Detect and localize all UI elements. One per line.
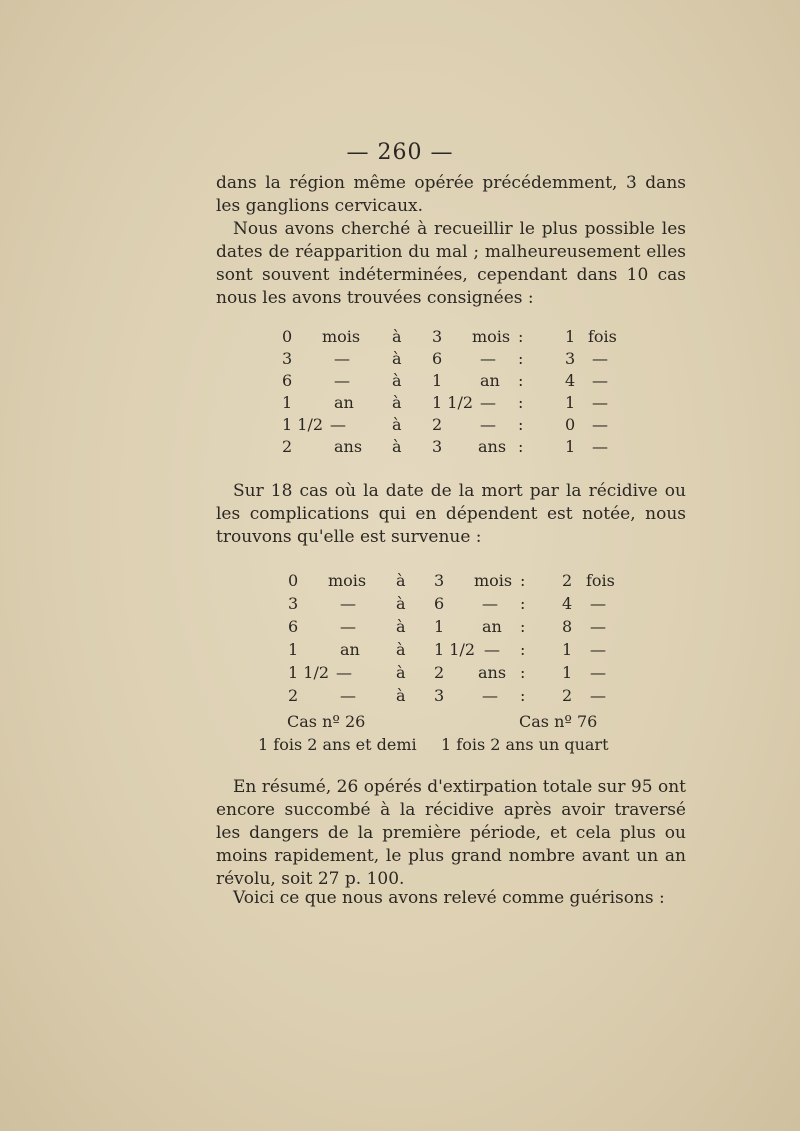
table-cell: — [592,437,608,456]
table-cell: 1 1/2 [434,640,476,659]
table-cell: 1 [565,393,576,412]
table-cell: 0 [288,571,299,590]
table-cell: 0 [282,327,293,346]
table-cell: fois [588,327,617,346]
table-cell: : [520,640,526,659]
table-cell: 1 [282,393,293,412]
table-cell: 0 [565,415,576,434]
table-cell: — [484,640,500,659]
table-cell: — [330,415,346,434]
table-cell: 2 [432,415,443,434]
table-cell: 3 [282,349,293,368]
table-cell: : [518,327,524,346]
table-cell: : [518,415,524,434]
table-cell: 1 [562,640,573,659]
paragraph-2: Nous avons cherché à recueillir le plus possible les dates de réapparition du mal ; malheureusement elles sont souvent indéterminées, cependant dans 10 cas nous les avons trouvées consignées : [216,219,686,308]
table-cell: — [336,663,352,682]
table-cell: fois [586,571,615,590]
table-cell: an [334,393,354,412]
table-cell: : [520,571,526,590]
table-cell: 4 [565,371,576,390]
table-cell: 2 [562,571,573,590]
table-cell: à [392,415,402,434]
case-right-title: Cas nº 76 [519,712,598,731]
table-cell: — [480,415,496,434]
table-cell: 1 [565,437,576,456]
table-cell: ans [478,437,507,456]
table-cell: mois [328,571,367,590]
table-cell: : [520,617,526,636]
table-cell: : [520,594,526,613]
table-cell: à [392,349,402,368]
table-cell: 6 [288,617,299,636]
table-cell: — [340,686,356,705]
table-cell: — [590,663,606,682]
table-cell: : [518,437,524,456]
table-cell: 6 [434,594,445,613]
table-cell: 6 [282,371,293,390]
table-cell: 1 1/2 [288,663,330,682]
table-cell: à [392,437,402,456]
page-number: — 260 — [346,140,454,165]
table-cell: à [392,327,402,346]
table-cell: à [392,371,402,390]
table-cell: à [396,686,406,705]
table-cell: 3 [288,594,299,613]
table-cell: : [518,349,524,368]
table-cell: mois [474,571,513,590]
table-cell: an [340,640,360,659]
table-cell: mois [322,327,361,346]
table-cell: — [482,686,498,705]
table-cell: 1 [432,371,443,390]
table-cell: 1 1/2 [432,393,474,412]
table-cell: — [480,349,496,368]
table-cell: 1 [562,663,573,682]
case-left-title: Cas nº 26 [287,712,366,731]
table-cell: — [340,617,356,636]
table-cell: 1 [288,640,299,659]
table-cell: à [396,571,406,590]
table-cell: 3 [432,437,443,456]
paragraph-5: Voici ce que nous avons relevé comme guérisons : [233,888,665,908]
table-cell: — [480,393,496,412]
table-cell: 6 [432,349,443,368]
table-cell: : [518,371,524,390]
case-right-detail: 1 fois 2 ans un quart [441,735,609,754]
table-cell: 8 [562,617,573,636]
table-cell: : [520,686,526,705]
table-cell: : [520,663,526,682]
table-cell: 2 [562,686,573,705]
paragraph-4: En résumé, 26 opérés d'extirpation totale sur 95 ont encore succombé à la récidive après avoir traversé les dangers de la première période, et cela plus ou moins rapidement, le plus grand nombre avant un an révolu, soit 27 p. 100. [216,777,686,889]
table-cell: à [396,594,406,613]
table-cell: 3 [434,571,445,590]
table-cell: mois [472,327,511,346]
table-cell: ans [478,663,507,682]
table-cell: — [334,371,350,390]
table-cell: ans [334,437,363,456]
table-cell: — [482,594,498,613]
table-cell: : [518,393,524,412]
table-cell: an [482,617,502,636]
table-cell: à [396,617,406,636]
table-cell: — [340,594,356,613]
table-cell: 1 [565,327,576,346]
paragraph-3: Sur 18 cas où la date de la mort par la récidive ou les complications qui en dépendent est notée, nous trouvons qu'elle est survenue : [216,481,686,547]
table-cell: 4 [562,594,573,613]
table-cell: — [590,617,606,636]
table-cell: an [480,371,500,390]
table-cell: — [590,640,606,659]
table-cell: 3 [432,327,443,346]
table-cell: à [396,663,406,682]
table-cell: 1 [434,617,445,636]
table-cell: à [392,393,402,412]
table-cell: — [592,349,608,368]
case-left-detail: 1 fois 2 ans et demi [258,735,417,754]
table-cell: à [396,640,406,659]
table-cell: — [590,594,606,613]
table-cell: — [590,686,606,705]
paragraph-1: dans la région même opérée précédemment, 3 dans les ganglions cervicaux. [216,173,686,216]
table-cell: — [592,415,608,434]
table-cell: — [592,371,608,390]
table-cell: 2 [288,686,299,705]
table-cell: 2 [282,437,293,456]
table-cell: 1 1/2 [282,415,324,434]
table-cell: — [592,393,608,412]
table-cell: 3 [565,349,576,368]
table-cell: — [334,349,350,368]
table-cell: 2 [434,663,445,682]
table-cell: 3 [434,686,445,705]
